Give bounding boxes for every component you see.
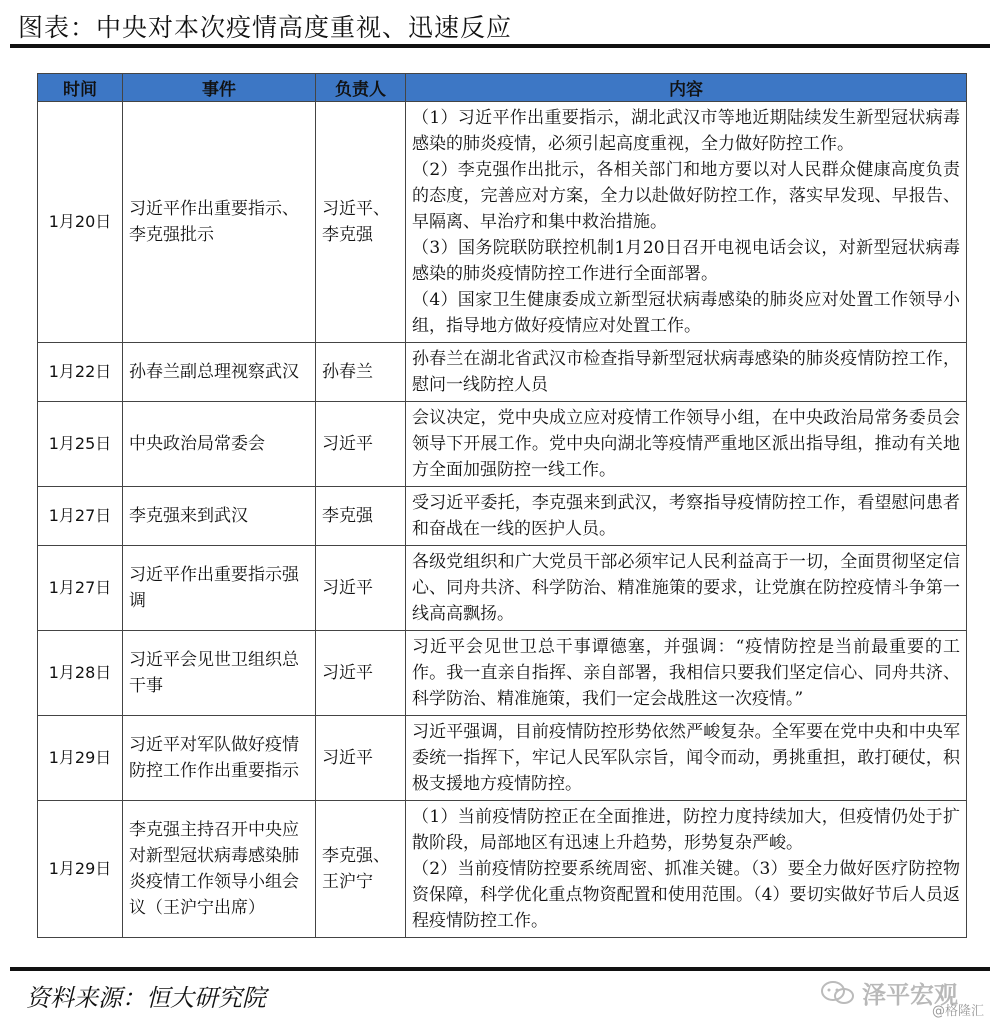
content-paragraph: 会议决定，党中央成立应对疫情工作领导小组，在中央政治局常务委员会领导下开展工作。党中央向湖北等疫情严重地区派出指导组，推动有关地方全面加强防控一线工作。: [412, 408, 960, 480]
cell-date: 1月29日: [38, 716, 123, 801]
cell-person: 孙春兰: [316, 343, 406, 402]
cell-event: 李克强来到武汉: [123, 487, 316, 546]
cell-person: 习近平: [316, 402, 406, 487]
credit-text: @格隆汇: [931, 1004, 984, 1019]
content-paragraph: （2）当前疫情防控要系统周密、抓准关键。（3）要全力做好医疗防控物资保障，科学优化重点物资配置和使用范围。（4）要切实做好节后人员返程疫情防控工作。: [412, 859, 960, 931]
cell-person: 习近平: [316, 716, 406, 801]
cell-date: 1月22日: [38, 343, 123, 402]
content-paragraph: 习近平强调，目前疫情防控形势依然严峻复杂。全军要在党中央和中央军委统一指挥下，牢记人民军队宗旨，闻令而动，勇挑重担，敢打硬仗，积极支援地方疫情防控。: [412, 722, 960, 794]
cell-event: 习近平对军队做好疫情防控工作作出重要指示: [123, 716, 316, 801]
content-paragraph: 习近平会见世卫总干事谭德塞，并强调：“疫情防控是当前最重要的工作。我一直亲自指挥、亲自部署，我相信只要我们坚定信心、同舟共济、科学防治、精准施策，我们一定会战胜这一次疫情。”: [412, 637, 960, 709]
content-paragraph: 各级党组织和广大党员干部必须牢记人民利益高于一切，全面贯彻坚定信心、同舟共济、科学防治、精准施策的要求，让党旗在防控疫情斗争第一线高高飘扬。: [412, 552, 960, 624]
bottom-rule: [10, 967, 990, 971]
table-row: [38, 102, 967, 343]
cell-date: 1月27日: [38, 487, 123, 546]
content-paragraph: （4）国家卫生健康委成立新型冠状病毒感染的肺炎应对处置工作领导小组，指导地方做好疫情应对处置工作。: [412, 290, 960, 336]
cell-person: 习近平: [316, 631, 406, 716]
header-event: 事件: [123, 74, 316, 102]
cell-person: 李克强、王沪宁: [316, 801, 406, 938]
table-row: [38, 343, 967, 402]
cell-event: 李克强主持召开中央应对新型冠状病毒感染肺炎疫情工作领导小组会议（王沪宁出席）: [123, 801, 316, 938]
source-note: 资料来源：恒大研究院: [26, 984, 266, 1012]
cell-date: 1月28日: [38, 631, 123, 716]
content-paragraph: 孙春兰在湖北省武汉市检查指导新型冠状病毒感染的肺炎疫情防控工作，慰问一线防控人员: [412, 349, 960, 395]
cell-content: [406, 716, 967, 801]
wechat-icon: [820, 980, 856, 1006]
cell-content: [406, 631, 967, 716]
cell-person: 李克强: [316, 487, 406, 546]
table-row: [38, 801, 967, 938]
table-row: [38, 487, 967, 546]
cell-content: [406, 801, 967, 938]
header-person: 负责人: [316, 74, 406, 102]
content-paragraph: 受习近平委托，李克强来到武汉，考察指导疫情防控工作，看望慰问患者和奋战在一线的医护人员。: [412, 493, 960, 539]
cell-content: [406, 487, 967, 546]
content-paragraph: （2）李克强作出批示，各相关部门和地方要以对人民群众健康高度负责的态度，完善应对方案，全力以赴做好防控工作，落实早发现、早报告、早隔离、早治疗和集中救治措施。: [412, 160, 960, 232]
cell-content: [406, 402, 967, 487]
cell-event: 孙春兰副总理视察武汉: [123, 343, 316, 402]
cell-content: [406, 546, 967, 631]
header-time: 时间: [38, 74, 123, 102]
content-paragraph: （1）习近平作出重要指示，湖北武汉市等地近期陆续发生新型冠状病毒感染的肺炎疫情，必须引起高度重视，全力做好防控工作。: [412, 108, 960, 154]
content-paragraph: （1）当前疫情防控正在全面推进，防控力度持续加大，但疫情仍处于扩散阶段，局部地区有迅速上升趋势，形势复杂严峻。: [412, 807, 960, 853]
cell-content: [406, 343, 967, 402]
header-content: 内容: [406, 74, 967, 102]
cell-content: [406, 102, 967, 343]
cell-date: 1月20日: [38, 102, 123, 343]
cell-event: 习近平作出重要指示、李克强批示: [123, 102, 316, 343]
cell-person: 习近平: [316, 546, 406, 631]
top-rule: [10, 44, 990, 48]
table-row: [38, 402, 967, 487]
table-row: [38, 631, 967, 716]
cell-event: 中央政治局常委会: [123, 402, 316, 487]
table-row: [38, 716, 967, 801]
cell-event: 习近平会见世卫组织总干事: [123, 631, 316, 716]
page-title: 图表：中央对本次疫情高度重视、迅速反应: [18, 13, 513, 42]
table-header-row: [38, 74, 967, 102]
cell-event: 习近平作出重要指示强调: [123, 546, 316, 631]
cell-date: 1月27日: [38, 546, 123, 631]
cell-person: 习近平、李克强: [316, 102, 406, 343]
cell-date: 1月29日: [38, 801, 123, 938]
content-paragraph: （3）国务院联防联控机制1月20日召开电视电话会议，对新型冠状病毒感染的肺炎疫情防控工作进行全面部署。: [412, 238, 960, 284]
table-body: [38, 102, 967, 938]
table-row: [38, 546, 967, 631]
cell-date: 1月25日: [38, 402, 123, 487]
watermark-text: 泽平宏观: [862, 981, 958, 1009]
events-table: [37, 73, 967, 938]
